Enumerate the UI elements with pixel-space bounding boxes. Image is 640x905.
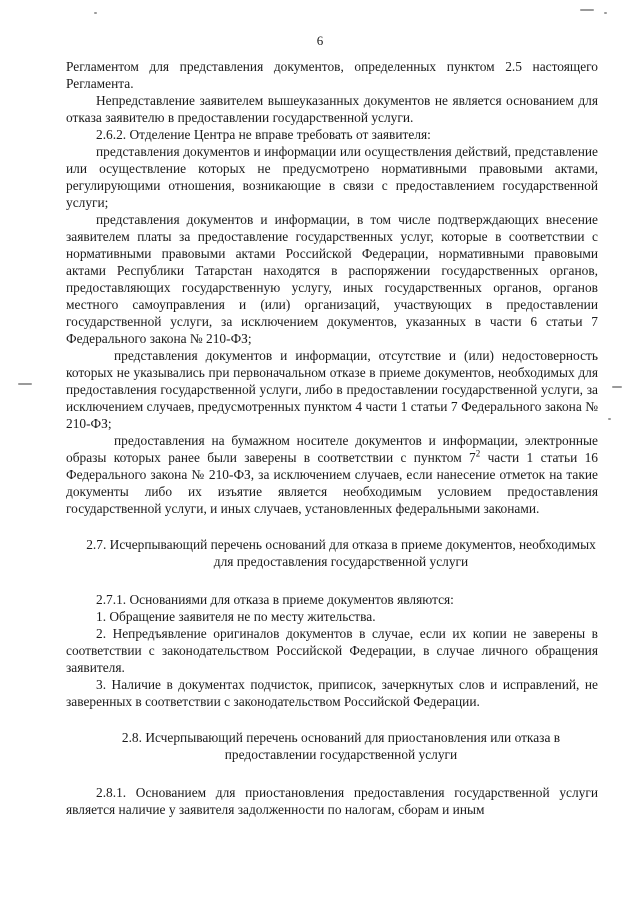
- section-2-7-1: 2.7.1. Основаниями для отказа в приеме документов являются:: [96, 592, 454, 607]
- section-2-8-1: 2.8.1. Основанием для приостановления предоставления государственной услуги является наличие у заявителя задолженности по налогам, сборам и иным: [66, 785, 598, 817]
- scan-speck: [612, 386, 622, 388]
- scan-speck: [18, 383, 32, 385]
- paragraph: [66, 432, 598, 517]
- spacer: [66, 710, 598, 729]
- paragraph-text: части 1 статьи 16 Федерального закона № 210-ФЗ, за исключением случаев, если нанесение отметок на такие документы либо их изъятие является необходимым условием предоставления государственной услуги, и иных случаев, установленных федеральными законами.: [66, 450, 598, 516]
- section-heading-2-7: 2.7. Исчерпывающий перечень оснований для отказа в приеме документов, необходимых для предоставления государственной услуги: [86, 537, 596, 569]
- list-item: 1. Обращение заявителя не по месту жительства.: [96, 609, 376, 624]
- document-body: [66, 58, 598, 818]
- paragraph: представления документов и информации, в том числе подтверждающих внесение заявителем платы за предоставление государственных услуг, которые в соответствии с нормативными правовыми актами Российской Федерации, нормативными правовыми актами Республики Татарстан находятся в распоряжении государственных органов, предоставляющих государственную услугу, иных государственных органов, органов местного самоуправления и (или) организаций, участвующих в предоставлении государственной услуги, за исключением документов, указанных в части 6 статьи 7 Федерального закона № 210-ФЗ;: [66, 212, 598, 346]
- spacer: [66, 570, 598, 591]
- scan-speck: [94, 12, 97, 14]
- paragraph: представления документов и информации или осуществления действий, представление или осуществление которых не предусмотрено нормативными правовыми актами, регулирующими отношения, возникающие в связи с предоставлением государственной услуги;: [66, 144, 598, 210]
- list-item: 3. Наличие в документах подчисток, приписок, зачеркнутых слов и исправлений, не заверенных в соответствии с законодательством Российской Федерации.: [66, 677, 598, 709]
- scan-speck: [608, 418, 611, 420]
- spacer: [66, 517, 598, 536]
- scan-speck: [580, 9, 594, 11]
- page-number: 6: [316, 33, 324, 48]
- list-item: 2. Непредъявление оригиналов документов в случае, если их копии не заверены в соответствии с законодательством Российской Федерации, в случае личного обращения заявителя.: [66, 626, 598, 675]
- scan-speck: [604, 12, 607, 14]
- section-heading-2-8: 2.8. Исчерпывающий перечень оснований для приостановления или отказа в предоставлении государственной услуги: [121, 730, 561, 762]
- section-2-6-2: 2.6.2. Отделение Центра не вправе требовать от заявителя:: [96, 127, 431, 142]
- superscript: 2: [475, 448, 481, 459]
- paragraph: Непредставление заявителем вышеуказанных документов не является основанием для отказа заявителю в предоставлении государственной услуги.: [66, 93, 598, 125]
- spacer: [66, 763, 598, 784]
- paragraph: представления документов и информации, отсутствие и (или) недостоверность которых не указывались при первоначальном отказе в приеме документов, необходимых для предоставления государственной услуги, либо в предоставлении государственной услуги, за исключением случаев, предусмотренных пунктом 4 части 1 статьи 7 Федерального закона № 210-ФЗ;: [66, 348, 598, 431]
- paragraph-text: предоставления на бумажном носителе документов и информации, электронные образы которых ранее были заверены в соответствии с пунктом 7: [66, 433, 598, 465]
- paragraph: Регламентом для представления документов, определенных пунктом 2.5 настоящего Регламента.: [66, 59, 598, 91]
